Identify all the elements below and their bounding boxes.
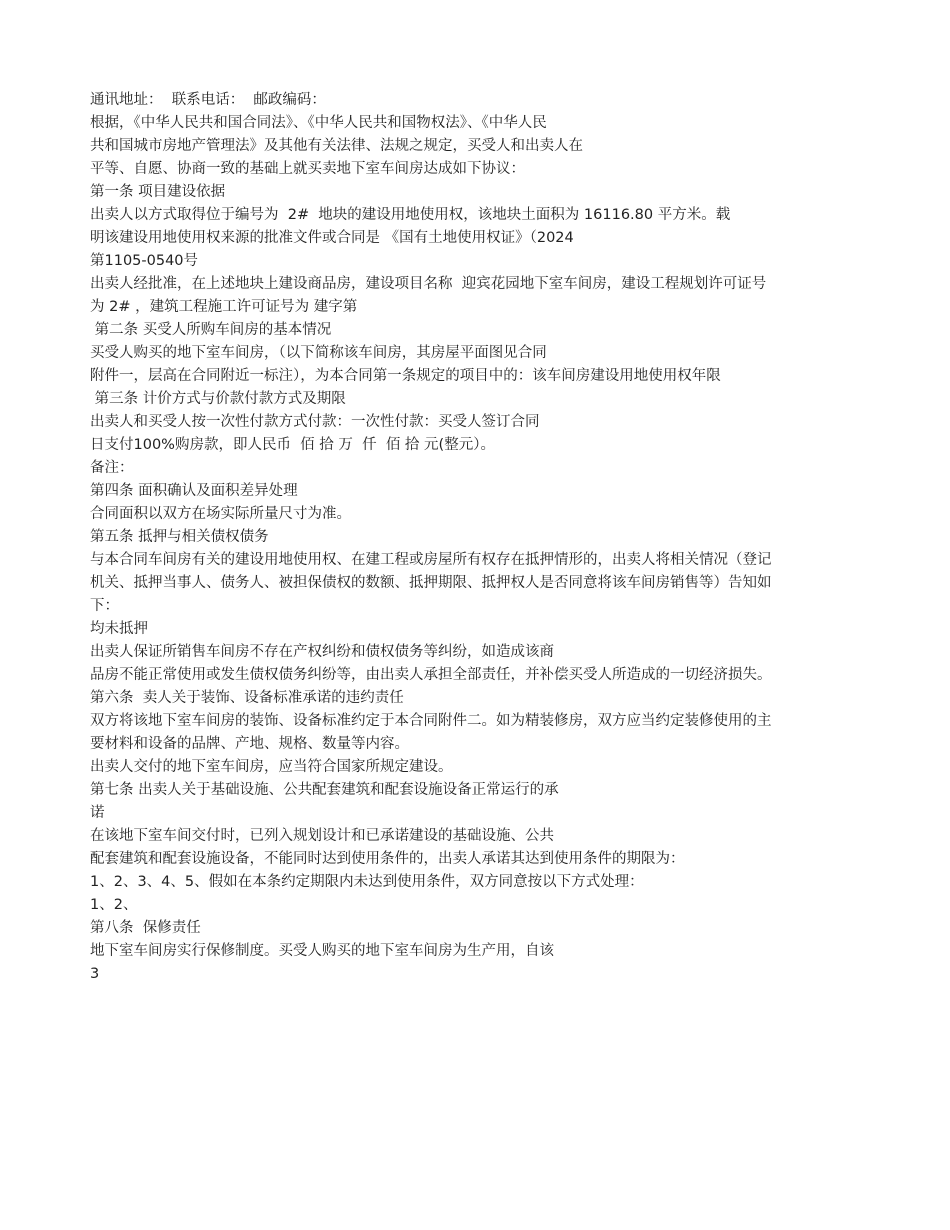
article-6-paragraph-line-1: 双方将该地下室车间房的装饰、设备标准约定于本合同附件二。如为精装修房，双方应当约定装修使用的主 (90, 713, 772, 729)
article-4-paragraph: 合同面积以双方在场实际所量尺寸为准。 (90, 506, 351, 522)
article-7-paragraph-line-2: 配套建筑和配套设施设备，不能同时达到使用条件的，出卖人承诺其达到使用条件的期限为： (90, 851, 685, 867)
article-3-paragraph-line-1: 出卖人和买受人按一次性付款方式付款：一次性付款：买受人签订合同 (90, 414, 540, 430)
article-8-heading: 第八条 保修责任 (90, 920, 201, 936)
article-3-heading: 第三条 计价方式与价款付款方式及期限 (90, 391, 346, 407)
contract-text-body (90, 89, 870, 986)
article-7-paragraph-line-1: 在该地下室车间交付时，已列入规划设计和已承诺建设的基础设施、公共 (90, 828, 554, 844)
article-2-heading: 第二条 买受人所购车间房的基本情况 (90, 322, 332, 338)
article-5-paragraph-line-2: 机关、抵押当事人、债务人、被担保债权的数额、抵押期限、抵押权人是否同意将该车间房销售等）告知如 (90, 575, 772, 591)
article-7-paragraph-line-3: 1、2、3、4、5、假如在本条约定期限内未达到使用条件，双方同意按以下方式处理： (90, 874, 644, 890)
article-5-guarantee-line-2: 品房不能正常使用或发生债权债务纠纷等，由出卖人承担全部责任，并补偿买受人所造成的一切经济损失。 (90, 667, 772, 683)
article-7-heading-line-1: 第七条 出卖人关于基础设施、公共配套建筑和配套设施设备正常运行的承 (90, 782, 559, 798)
page-number: 3 (90, 966, 100, 982)
remarks-line: 备注： (90, 460, 134, 476)
article-4-heading: 第四条 面积确认及面积差异处理 (90, 483, 298, 499)
article-1-paragraph-line-2: 明该建设用地使用权来源的批准文件或合同是 《国有土地使用权证》（2024 (90, 230, 574, 246)
legal-basis-line-2: 共和国城市房地产管理法》及其他有关法律、法规之规定，买受人和出卖人在 (90, 138, 583, 154)
article-5-no-mortgage: 均未抵押 (90, 621, 148, 637)
legal-basis-line-1: 根据，《中华人民共和国合同法》、《中华人民共和国物权法》、《中华人民 (90, 115, 547, 131)
article-2-paragraph-line-1: 买受人购买的地下室车间房，（以下简称该车间房，其房屋平面图见合同 (90, 345, 547, 361)
legal-basis-line-3: 平等、自愿、协商一致的基础上就买卖地下室车间房达成如下协议： (90, 161, 525, 177)
article-5-paragraph-line-1: 与本合同车间房有关的建设用地使用权、在建工程或房屋所有权存在抵押情形的，出卖人将相关情况（登记 (90, 552, 772, 568)
article-1-heading: 第一条 项目建设依据 (90, 184, 226, 200)
article-6-paragraph-line-3: 出卖人交付的地下室车间房，应当符合国家所规定建设。 (90, 759, 453, 775)
article-5-paragraph-line-3: 下： (90, 598, 119, 614)
article-1-paragraph-line-1: 出卖人以方式取得位于编号为 2# 地块的建设用地使用权，该地块土面积为 16116.80 平方米。载 (90, 207, 731, 223)
address-contact-line: 通讯地址： 联系电话： 邮政编码： (90, 92, 326, 108)
article-6-heading: 第六条 卖人关于装饰、设备标准承诺的违约责任 (90, 690, 404, 706)
article-7-paragraph-line-4: 1、2、 (90, 897, 138, 913)
article-7-heading-line-2: 诺 (90, 805, 105, 821)
article-1-paragraph-line-4: 出卖人经批准，在上述地块上建设商品房，建设项目名称 迎宾花园地下室车间房，建设工程规划许可证号 (90, 276, 767, 292)
article-2-paragraph-line-2: 附件一，层高在合同附近一标注），为本合同第一条规定的项目中的：该车间房建设用地使用权年限 (90, 368, 721, 384)
article-5-guarantee-line-1: 出卖人保证所销售车间房不存在产权纠纷和债权债务等纠纷，如造成该商 (90, 644, 554, 660)
article-8-paragraph-line-1: 地下室车间房实行保修制度。买受人购买的地下室车间房为生产用，自该 (90, 943, 554, 959)
article-5-heading: 第五条 抵押与相关债权债务 (90, 529, 269, 545)
article-6-paragraph-line-2: 要材料和设备的品牌、产地、规格、数量等内容。 (90, 736, 409, 752)
article-3-paragraph-line-2: 日支付100%购房款，即人民币 佰 拾 万 仟 佰 拾 元(整元）。 (90, 437, 495, 453)
article-1-paragraph-line-3: 第1105-0540号 (90, 253, 199, 269)
article-1-paragraph-line-5: 为 2# ，建筑工程施工许可证号为 建字第 (90, 299, 358, 315)
